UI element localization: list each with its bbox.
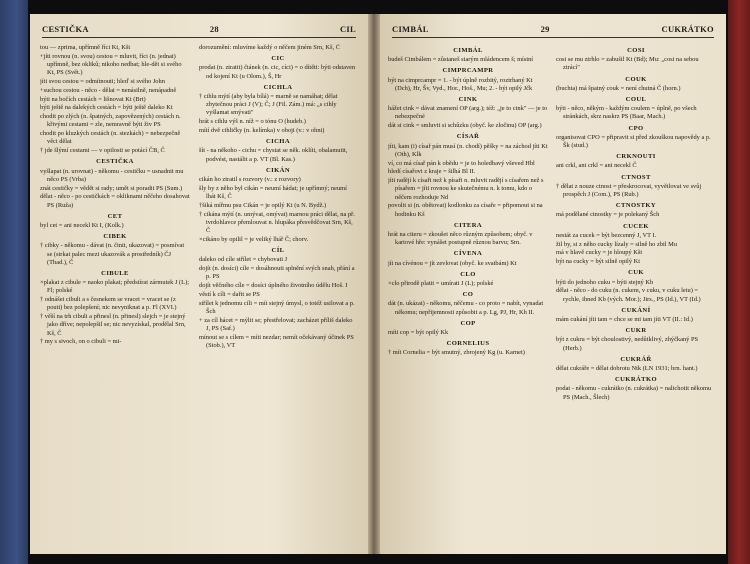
dictionary-entry: být na cimprcampr = 1. - být úplně rozbitý, roztrhaný Kt (Dch), Hr, Šv, Vyd., Hor., Hoš., Mu; 2. - být opilý Jčk [388, 76, 533, 92]
dictionary-entry: hrát na citeru = zkoušet něco různým způsobem; obyč. v kartové hře: vynášet postupně různou barvu; Srn. [388, 231, 533, 247]
dictionary-entry: † mít Cornelia = být smutný, zbrojený Kg (u. Karnet) [388, 349, 525, 357]
headword: COUK [625, 75, 647, 83]
dictionary-entry: hrát s cihlu výš n. níž = o tónu O (hudeb.) [199, 118, 306, 126]
dictionary-entry: hledí císařovi z kraje = šilhá Bl II. [388, 168, 476, 176]
headword: COUL [625, 96, 647, 104]
dictionary-entry: † my s sivoch, on o cibuli = mi- [40, 338, 122, 346]
dictionary-entry: dělat - něco - do cuku (n. cukem, v cuku, v cuku letu) = rychle, ihned Kb (vých. Mor.); Jirs., PS (Id.), VT (Id.) [556, 287, 701, 303]
dictionary-entry: cosi se mu ztrhlo = zabušil Kt (Bd); Mu: „cosi na sebou ztrácí" [556, 56, 699, 72]
dictionary-entry: ×plakat z cibule = naoko plakat; předstírat zármutek J (L); Fl; polské [40, 279, 189, 295]
dictionary-entry: dělat cukráře = dělat dobrotu Ntk (LN 1931; brn. hant.) [556, 365, 698, 373]
headword: CESTIČKA [96, 158, 134, 166]
headword: CUK [628, 269, 644, 277]
dictionary-entry: jíti, kam (i) císař pán musí (n. chodí) pěšky = na záchod jíti Kt (Oth), Klk [388, 142, 548, 158]
dictionary-entry: dělat - něco - po cestičkách = okliknami něčeho dosahovat PS (Ruža) [40, 193, 190, 209]
dictionary-entry: býti - něco, někým - každým coulem = úplně, po všech stránkách, skrz naskrz PS (Baar, Mach.) [556, 105, 697, 121]
dictionary-entry: + za cíl hácet = mýlit se; přestřelovat; zacházet příliš daleko J, PS (Saf.) [199, 316, 353, 332]
dictionary-entry: +jíti rovnou (n. svou) cestou = mluvit, říci (n. jednat) upřímně, bez okliků; nikoho nedbat; hle-dět si svého Kt, PS (Svět.) [40, 52, 182, 77]
headword: CORNELIUS [446, 340, 490, 348]
dictionary-entry: býti ještě na dalekých cestách = býti ještě daleko Kt [40, 104, 173, 112]
dictionary-entry: † cikána mýtí (n. umývat, omývat) marnou práci dělat, na př. tvrdohlavce přemlouvat n. hlupáka přesvědčovat Srn, Kš, Č [199, 210, 355, 235]
dictionary-entry: hážet cink = dávat znamení OP (arg.); též: „je to cink" — je to nebezpečné [388, 105, 548, 121]
dictionary-entry: † věší na trh cibuli a přinesl (n. přinesl) slejch = je stejný jako dříve; nepolepšil se; nic nevyzískal, prodělal Srn, Kš, Č [40, 313, 186, 337]
dictionary-entry: chodit po zlých (n. špatných, zapovězených) cestách n. křivými cestami = zle, nemravně býti živ PS [40, 113, 181, 129]
dictionary-entry: znát cestičky = vědět si rady; umět si poradit PS (Sum.) [40, 184, 183, 192]
left-running-header [42, 22, 356, 36]
headword: CUKRÁŘ [620, 355, 652, 363]
right-running-header [392, 22, 714, 36]
left-header-guideword-start: CESTIČKA [42, 24, 89, 34]
dictionary-entry: ×cikáno by opilil = je veliký lhář Č; chorv. [199, 235, 309, 243]
headword: CTNOSTKY [615, 202, 657, 210]
headword: CIKÁN [266, 166, 290, 174]
headword: CIBEK [103, 233, 127, 241]
left-page-column-2 [199, 44, 357, 546]
dictionary-entry: † cihlu mýtí (aby byla bílá) = marně se namáhat; dělat zbytečnou práci J (V); Č; J (Fil. Zám.) má: „s cihly vyšlamat smývati" [199, 93, 338, 117]
right-page-number: 29 [540, 24, 550, 34]
right-header-guideword-end: CUKRÁTKO [661, 24, 714, 34]
headword: CICHLA [263, 83, 293, 91]
headword: CÍSAŘ [456, 133, 480, 141]
headword: CRKNOUTI [616, 153, 656, 161]
dictionary-entry: † odnášet cibuli a s česnekem se vracet = vracet se (z pouti) bez polepšení; nic nevyniknat a p. Fl (XVI.) [40, 296, 177, 312]
dictionary-entry: dojít věčného cíle = dosíci úplného životního údělu Hoš. I [199, 282, 348, 290]
dictionary-entry: má v hlavě cucky = je hloupý Kšt [556, 249, 643, 257]
headword: CTNOST [621, 173, 651, 181]
dictionary-entry: †šiká mířmu psu Cikán = je opilý Kt (u N. Bydž.) [199, 201, 327, 209]
dictionary-entry: dát si cink = smluvit si schůzku (obyč. ke zločinu) OP (arg.) [388, 122, 542, 130]
dictionary-entry: jít na cívénou = jít zevlovat (obyč. ke svatbám) Kt [388, 259, 517, 267]
dictionary-entry: mínout se s cílem = míti nezdar; nemít očekávaný účinek PS (Stob.), VT [199, 333, 354, 349]
headword: CIC [271, 55, 285, 63]
headword: COP [460, 319, 476, 327]
headword: CO [462, 291, 474, 299]
dictionary-entry: věstí k cíli = dařit se PS [199, 290, 260, 298]
dictionary-entry: býti na bočích cestách = lišnovat Kt (Brt) [40, 95, 146, 103]
header-rule [392, 37, 714, 38]
headword: CITERA [453, 221, 483, 229]
dictionary-entry: šít - na někoho - cichu = chystat se něk. oklíit, obalamutit, podvést, nastálit a p. VT (Bl. Kas.) [199, 147, 348, 163]
dictionary-entry: být na cucky = být silně opilý Kt [556, 258, 641, 266]
right-header-guideword-start: CIMBÁL [392, 24, 429, 34]
dictionary-entry: povolit si (n. obětovat) kodlonku za císaře = připomout si na hodinku Kš [388, 202, 543, 218]
dictionary-entry: jíti radějí k císaři než k písaři n. mluvit radějí s císařem než s písařem = jíti rovnou ke skutečnému n. k tomu, kdo o něčem rozhoduje Nd [388, 177, 544, 201]
book-cover-edge-left [0, 0, 28, 564]
header-rule [42, 37, 356, 38]
headword: CLO [460, 270, 476, 278]
book-cover-edge-right [728, 0, 750, 564]
dictionary-entry: chodit po kluzkých cestách (n. stezkách) = nebezpečně věci dělat [40, 130, 181, 146]
headword: CINK [458, 96, 478, 104]
headword: CÍL [271, 247, 285, 255]
headword: CIMPRCAMPR [442, 67, 494, 75]
left-page-number: 28 [209, 24, 219, 34]
headword: CUKÁNÍ [621, 306, 651, 314]
headword: CÍVENA [453, 250, 483, 258]
dictionary-entry: dojít (n. dosíci) cíle = dosáhnouti splnění svých snah, přání a p. PS [199, 265, 355, 281]
dictionary-entry: cikán ho ztratil s rozvory (v.: z rozvory) [199, 176, 301, 184]
left-page-column-1 [40, 44, 190, 546]
dictionary-entry: ví, co má císař pán k obědu = je to holedbavý vševed Hbl [388, 159, 535, 167]
dictionary-entry: být z cukru = být choulostivý, nedůtklivý, zhýčkaný PS (Herb.) [556, 336, 699, 352]
dictionary-entry: budeš Cimbálem = zůstaneš starým mládencem š; místní [388, 56, 534, 64]
dictionary-entry: šly by z něho byl cikán = neumí hádat; je upřímný; neumí lhát Kš, Č [199, 184, 347, 201]
dictionary-entry: mám cukání jíti tam = chce se mi tam jíti VT (II.: Id.) [556, 316, 693, 324]
dictionary-entry: nestát za cucek = být bezcenný J, VT I. [556, 231, 657, 239]
dictionary-entry: býti do jednoho cuku = býti stejný Kb [556, 278, 654, 286]
dictionary-entry: † jde šlýmí cestami — v opilosti se potácí ČB, Č [40, 147, 165, 155]
dictionary-entry: prodat (n. ztratit) čtánek (n. cic, cíci) = o dítěti: býti odstaven od kojení Kt (u Olom.), Š, Hr [199, 64, 356, 80]
headword: CIMBÁL [453, 47, 483, 54]
headword: CET [107, 212, 123, 220]
dictionary-entry: † cibky - někomu - dávat (n. činit, ukazovat) = posmívat se (strkat palec mezi ukazovák a prostředník) ČJ (Thad.), Č [40, 242, 185, 266]
dictionary-entry: † dělat z nouze ctnost = přeskrocovat, vyvětlovat ve svůj prospěch J (Com.), PS (Rub.) [556, 182, 702, 199]
dictionary-entry: mítí dvě cihličky (n. kelímka) v oboji (v.: v ohni) [199, 127, 325, 135]
headword: CPO [628, 124, 644, 132]
headword: COSI [627, 47, 645, 54]
headword: CICHA [266, 138, 290, 146]
right-page-column-1 [388, 44, 548, 546]
headword: CUKR [625, 327, 647, 335]
dictionary-entry: střílet k jednomu cíli = mít stejný úmysl, o totéž usilovat a p. Šch [199, 299, 355, 315]
dictionary-entry: ×clo přirodě platit = umírati J (L); polské [388, 280, 494, 288]
book-gutter [368, 14, 380, 554]
dictionary-entry: dát (n. ukázat) - někomu, něčemu - co proto = nabít, vynadat někomu; nepřijemnosti způsobit a p. Lg, PJ, Hr, Kh II. [388, 300, 544, 316]
dictionary-entry: má podělané ctnostky = je polekaný Šch [556, 211, 660, 219]
headword: CUKRÁTKO [614, 376, 658, 384]
left-header-guideword-end: CIL [339, 24, 356, 34]
dictionary-entry: vyšlapat (n. urovnat) - někomu - cestičku = usnadnit mu něco PS (Vrba) [40, 167, 184, 183]
dictionary-entry: byl cet = ani necekl Kt I, (Kolk.) [40, 222, 124, 229]
dictionary-entry: organisovat CPO = připravit si před zkouškou napovědy a p. Šk (stud.) [556, 133, 711, 150]
dictionary-entry: žil by, si z něho cucky lízaly = silně ho zbil Mu [556, 240, 678, 248]
headword: CIBULE [101, 270, 129, 278]
dictionary-entry: ani crkl, ani crkl = ani necekl Č [556, 162, 637, 170]
dictionary-entry: daleko od cíle střílet = chybovati J [199, 256, 288, 264]
dictionary-entry: podat - někomu - cukrátko (n. cukrátka) = nalichotit někomu PS (Mach., Šlech) [556, 385, 712, 401]
entry-continuation: dorozumění: mluvíme každý o něčem jiném Srn, Kš, Č [199, 44, 340, 51]
dictionary-entry: +suchou cestou - něco - dělat = nenásilně, nenápadně [40, 86, 177, 94]
entry-continuation: tou — zprima, upřímně říci Kt, Kšt [40, 44, 131, 51]
dictionary-entry: jíti svou cestou = odmítnouti; hleď si svého John [40, 78, 165, 85]
dictionary-entry: (buchta) má špatný couk = není chutná Č (horn.) [556, 84, 681, 92]
headword: CUCEK [623, 222, 649, 230]
right-page-column-2 [556, 44, 716, 546]
dictionary-entry: míti cop = být opilý Kk [388, 329, 449, 337]
